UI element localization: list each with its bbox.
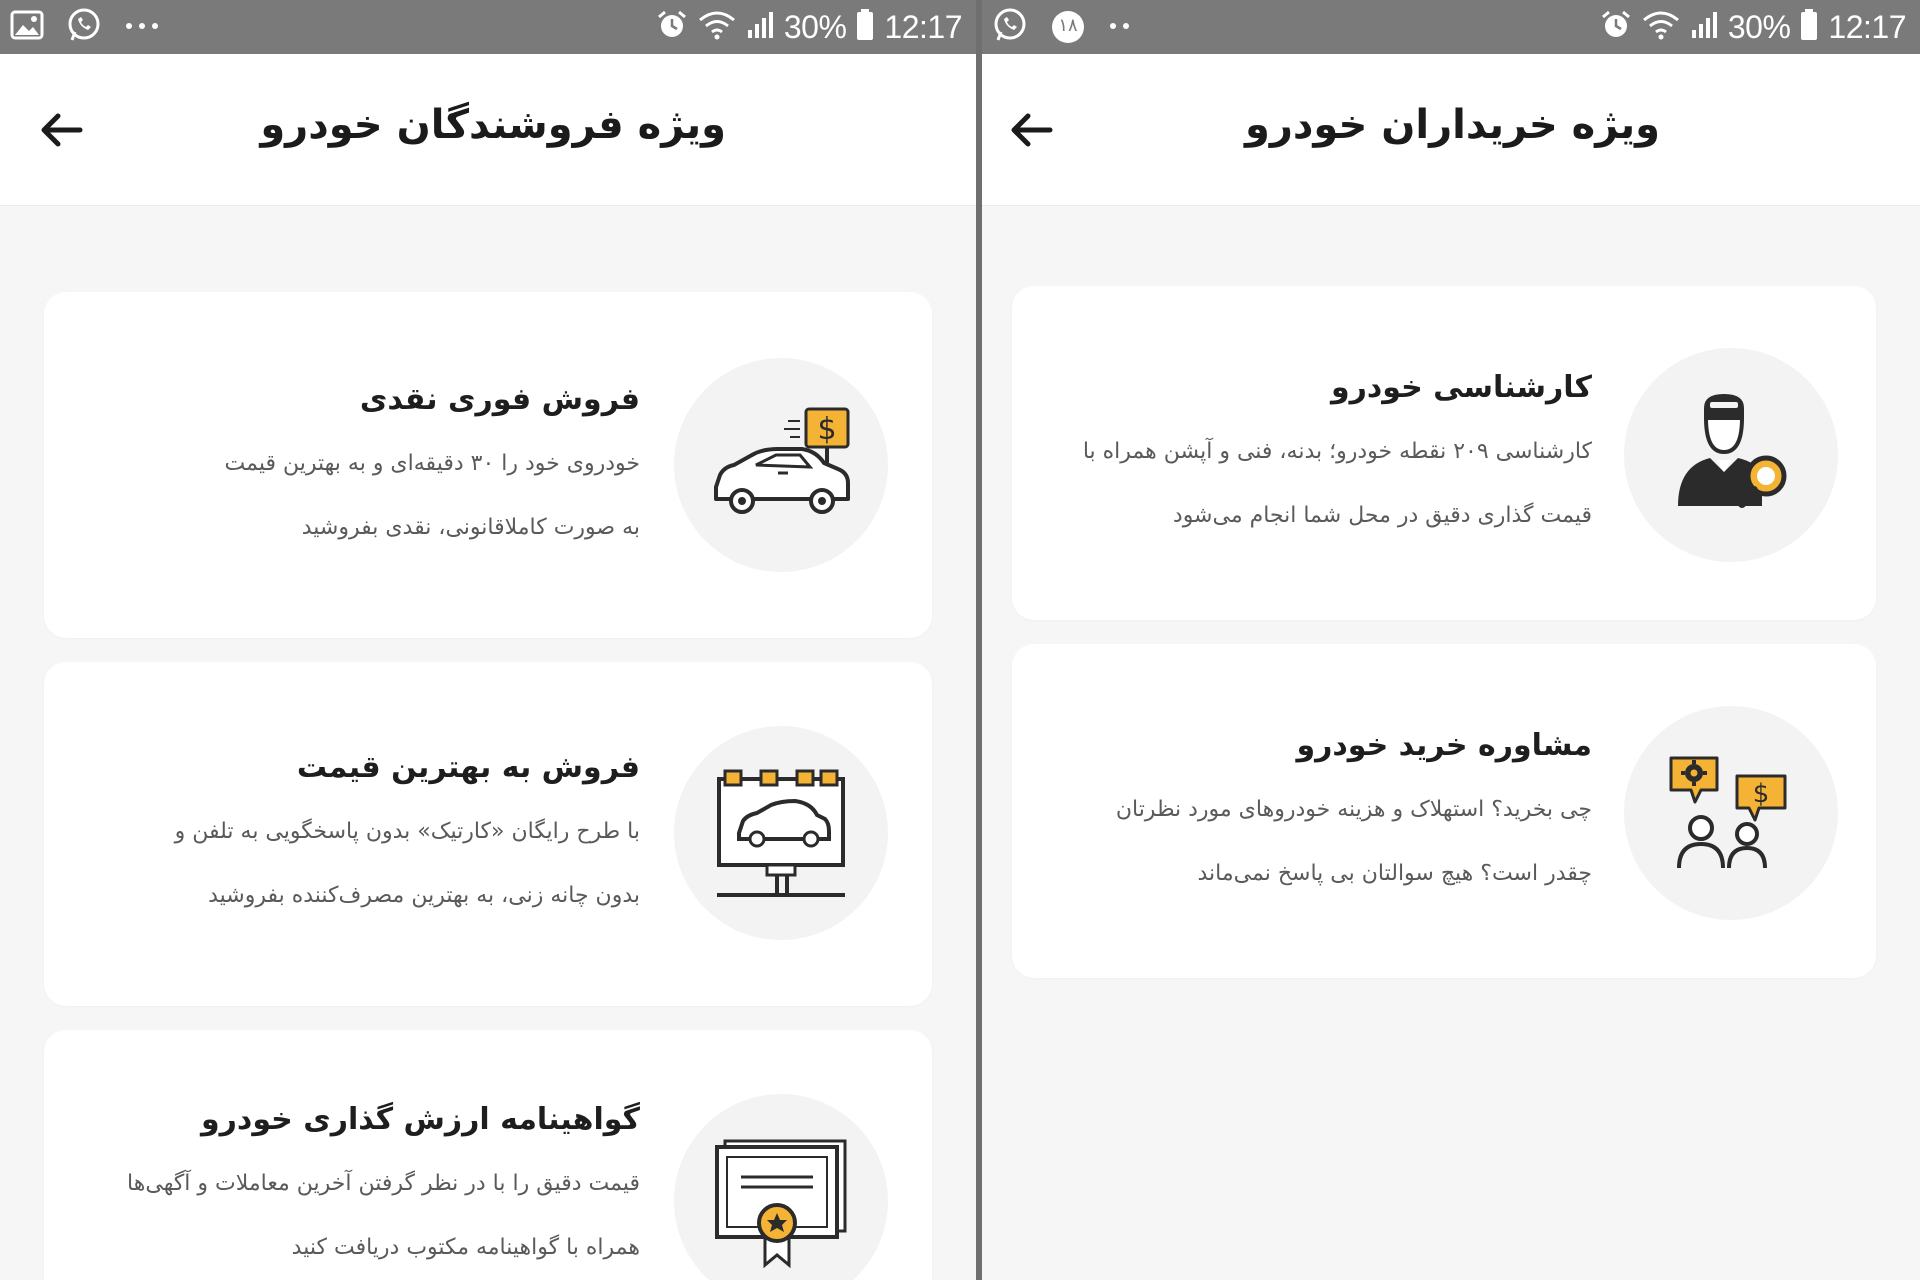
alarm-icon bbox=[656, 9, 688, 46]
best-price-sale-card[interactable] bbox=[44, 662, 932, 1006]
icon-circle bbox=[674, 1094, 888, 1280]
description-line: خودروی خود را ۳۰ دقیقه‌ای و به بهترین قیمت bbox=[224, 451, 640, 476]
purchase-consultation-card[interactable] bbox=[1012, 644, 1876, 978]
card-title: فروش به بهترین قیمت bbox=[296, 750, 640, 785]
battery-percent: 30% bbox=[1727, 8, 1791, 45]
battery-icon bbox=[856, 9, 874, 46]
whatsapp-icon bbox=[992, 7, 1028, 48]
notification-count: ۱۸ bbox=[1058, 15, 1078, 35]
signal-icon bbox=[1690, 10, 1718, 45]
more-dots-icon bbox=[124, 18, 160, 36]
clock: 12:17 bbox=[884, 8, 962, 45]
inspector-magnifier-icon bbox=[1666, 388, 1796, 522]
arrow-left-icon bbox=[40, 112, 84, 152]
icon-circle bbox=[1624, 348, 1838, 562]
card-title: فروش فوری نقدی bbox=[359, 382, 640, 417]
card-description bbox=[225, 432, 640, 560]
card-title: گواهینامه ارزش گذاری خودرو bbox=[201, 1102, 640, 1137]
consultation-icon bbox=[1661, 746, 1801, 880]
buyer-screen bbox=[982, 0, 1920, 1280]
car-inspection-card[interactable] bbox=[1012, 286, 1876, 620]
billboard-car-icon bbox=[711, 761, 851, 905]
description-line: با طرح رایگان «کارتیک» بدون پاسخگویی به تلفن و bbox=[174, 819, 640, 844]
card-description bbox=[1116, 778, 1592, 906]
card-description bbox=[175, 800, 640, 928]
gallery-icon bbox=[10, 10, 44, 45]
back-button[interactable] bbox=[1004, 104, 1060, 160]
icon-circle bbox=[674, 726, 888, 940]
description-line: چقدر است؟ هیچ سوالتان بی پاسخ نمی‌ماند bbox=[1197, 861, 1592, 886]
card-title: کارشناسی خودرو bbox=[1330, 370, 1592, 405]
signal-icon bbox=[746, 10, 774, 45]
whatsapp-icon bbox=[66, 7, 102, 48]
description-line: چی بخرید؟ استهلاک و هزینه خودروهای مورد نظرتان bbox=[1115, 797, 1592, 822]
card-description bbox=[1083, 420, 1592, 548]
valuation-certificate-card[interactable] bbox=[44, 1030, 932, 1280]
icon-circle bbox=[1624, 706, 1838, 920]
back-button[interactable] bbox=[34, 104, 90, 160]
wifi-icon bbox=[1642, 10, 1680, 45]
certificate-icon bbox=[711, 1129, 851, 1273]
app-header bbox=[0, 54, 976, 206]
more-dots-icon bbox=[1108, 18, 1132, 36]
battery-percent: 30% bbox=[783, 8, 847, 45]
page-title: ویژه خریداران خودرو bbox=[1245, 102, 1660, 148]
description-line: بدون چانه زنی، به بهترین مصرف‌کننده بفروشید bbox=[208, 883, 640, 908]
wifi-icon bbox=[698, 10, 736, 45]
page-title: ویژه فروشندگان خودرو bbox=[260, 102, 726, 148]
notification-badge-icon bbox=[1050, 9, 1086, 45]
car-dollar-icon bbox=[706, 403, 856, 527]
icon-circle bbox=[674, 358, 888, 572]
card-title: مشاوره خرید خودرو bbox=[1296, 728, 1592, 763]
alarm-icon bbox=[1600, 9, 1632, 46]
svg-text:$: $ bbox=[817, 412, 837, 447]
instant-cash-sale-card[interactable] bbox=[44, 292, 932, 638]
description-line: همراه با گواهینامه مکتوب دریافت کنید bbox=[291, 1235, 640, 1260]
svg-text:$: $ bbox=[1752, 779, 1770, 809]
status-bar bbox=[0, 0, 976, 54]
clock: 12:17 bbox=[1828, 8, 1906, 45]
description-line: قیمت دقیق را با در نظر گرفتن آخرین معاملات و آگهی‌ها bbox=[127, 1171, 640, 1196]
description-line: قیمت گذاری دقیق در محل شما انجام می‌شود bbox=[1172, 503, 1592, 528]
battery-icon bbox=[1800, 9, 1818, 46]
description-line: به صورت کاملاقانونی، نقدی بفروشید bbox=[301, 515, 640, 540]
card-description bbox=[127, 1152, 640, 1280]
app-header bbox=[982, 54, 1920, 206]
status-bar bbox=[982, 0, 1920, 54]
description-line: کارشناسی ۲۰۹ نقطه خودرو؛ بدنه، فنی و آپشن همراه با bbox=[1082, 439, 1592, 464]
arrow-left-icon bbox=[1010, 112, 1054, 152]
